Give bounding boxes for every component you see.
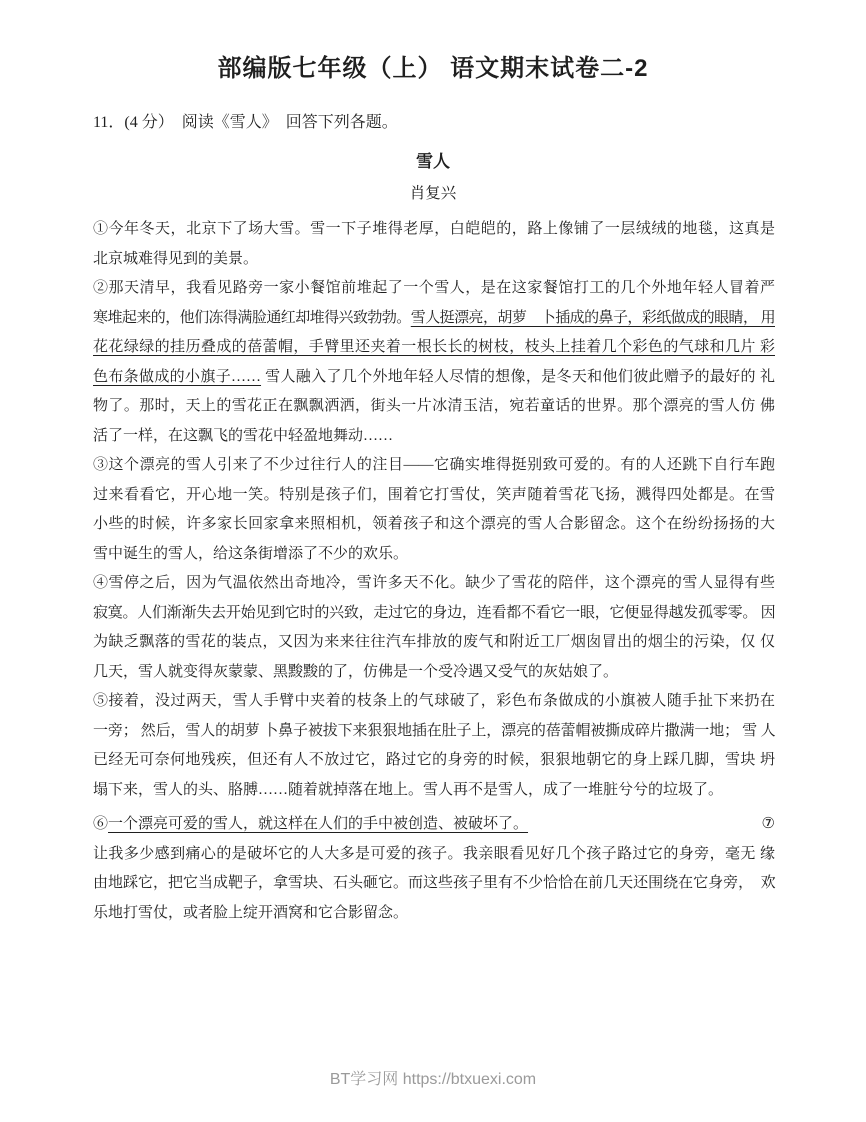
- paragraph: [93, 569, 775, 687]
- circled-seven-marker: ⑦: [761, 816, 775, 832]
- text-line: [93, 274, 775, 304]
- plain-text: 过来看看它，开心地一笑。特别是孩子们，围着它打雪仗，笑声随着雪花飞扬，溅得四处都是。在雪: [93, 486, 775, 503]
- plain-text: 乐地打雪仗，或者脸上绽开酒窝和它合影留念。: [93, 904, 409, 921]
- text-line: [93, 481, 775, 511]
- paragraph: [93, 451, 775, 569]
- text-line: [93, 540, 775, 570]
- paragraph: [93, 274, 775, 451]
- underlined-text: 雪人挺漂亮，胡萝 卜插成的鼻子，彩纸做成的眼睛， 用: [410, 309, 775, 326]
- text-line: [93, 869, 775, 899]
- text-line: [93, 510, 775, 540]
- paragraph: [93, 687, 775, 805]
- text-line: [93, 717, 775, 747]
- text-line: [93, 840, 775, 870]
- text-line: [93, 569, 775, 599]
- paragraph: [93, 215, 775, 274]
- text-line: [93, 687, 775, 717]
- underlined-text: 色布条做成的小旗子……: [93, 368, 262, 385]
- text-line: [93, 746, 775, 776]
- underlined-text: 花花绿绿的挂历叠成的蓓蕾帽，手臂里还夹着一根长长的树枝，枝头上挂着几个彩色的气球和几片 彩: [93, 339, 775, 355]
- plain-text: 一旁； 然后，雪人的胡萝 卜鼻子被拔下来狠狠地插在肚子上，漂亮的蓓蕾帽被撕成碎片撒满一地； 雪 人: [93, 722, 775, 739]
- plain-text: 让我多少感到痛心的是破坏它的人大多是可爱的孩子。我亲眼看见好几个孩子路过它的身旁，毫无 缘: [93, 845, 775, 862]
- text-line: [93, 215, 775, 245]
- paragraph: [93, 810, 775, 928]
- text-line: [93, 776, 775, 806]
- text-line: [93, 422, 775, 452]
- plain-text: ②那天清早，我看见路旁一家小餐馆前堆起了一个雪人，是在这家餐馆打工的几个外地年轻人冒着严: [93, 280, 775, 296]
- plain-text: ③这个漂亮的雪人引来了不少过往行人的注目——它确实堆得挺别致可爱的。有的人还跳下自行车跑: [93, 457, 775, 473]
- text-line: [93, 658, 775, 688]
- plain-text: 由地踩它，把它当成靶子，拿雪块、石头砸它。而这些孩子里有不少恰恰在前几天还围绕在它身旁， 欢: [93, 875, 775, 891]
- plain-text: ⑤接着，没过两天，雪人手臂中夹着的枝条上的气球破了，彩色布条做成的小旗被人随手扯下来扔在: [93, 693, 775, 709]
- text-line: [93, 363, 775, 393]
- article-title: 雪人: [416, 152, 450, 171]
- plain-text: ①今年冬天，北京下了场大雪。雪一下子堆得老厚，白皑皑的，路上像铺了一层绒绒的地毯，这真是: [93, 221, 775, 237]
- plain-text: 北京城难得见到的美景。: [93, 250, 259, 267]
- text-line: [93, 392, 775, 422]
- plain-text: 雪人融入了几个外地年轻人尽情的想像，是冬天和他们彼此赠予的最好的 礼: [261, 368, 775, 385]
- text-line: [93, 451, 775, 481]
- plain-text: 活了一样，在这飘飞的雪花中轻盈地舞动……: [93, 427, 394, 444]
- text-line: [93, 599, 775, 629]
- plain-text: 已经无可奈何地残疾，但还有人不放过它，路过它的身旁的时候，狠狠地朝它的身上踩几脚，雪块 坍: [93, 752, 775, 768]
- plain-text: ④雪停之后，因为气温依然出奇地冷，雪许多天不化。缺少了雪花的陪伴，这个漂亮的雪人显得有些: [93, 575, 775, 591]
- text-line: [93, 899, 775, 929]
- plain-text: 寒堆起来的，他们冻得满脸通红却堆得兴致勃勃。: [93, 309, 411, 326]
- plain-text: 小些的时候，许多家长回家拿来照相机，领着孩子和这个漂亮的雪人合影留念。这个在纷纷扬扬的大: [93, 516, 775, 532]
- article-body: [93, 215, 775, 928]
- plain-text: 雪中诞生的雪人，给这条街增添了不少的欢乐。: [93, 545, 409, 562]
- page-title: 部编版七年级（上） 语文期末试卷二-2: [217, 55, 649, 82]
- plain-text: 寂寞。人们渐渐失去开始见到它时的兴致，走过它的身边，连看都不看它一眼，它便显得越发孤零零。 因: [93, 604, 775, 621]
- plain-text: 塌下来，雪人的头、胳膊……随着就掉落在地上。雪人再不是雪人，成了一堆脏兮兮的垃圾了。: [93, 781, 724, 798]
- plain-text: ⑥: [93, 816, 109, 832]
- text-line: [93, 810, 775, 840]
- question-line: 11．(4 分） 阅读《雪人》 回答下列各题。: [93, 114, 398, 131]
- plain-text: 几天，雪人就变得灰蒙蒙、黑黢黢的了，仿佛是一个受冷遇又受气的灰姑娘了。: [93, 663, 619, 680]
- plain-text: 物了。那时，天上的雪花正在飘飘洒洒，街头一片冰清玉洁，宛若童话的世界。那个漂亮的雪人仿 佛: [93, 398, 775, 414]
- text-line: [93, 333, 775, 363]
- text-line: [93, 304, 775, 334]
- text-line: [93, 628, 775, 658]
- footer-watermark: BT学习网 https://btxuexi.com: [329, 1071, 537, 1088]
- article-author: 肖复兴: [409, 185, 457, 202]
- text-line: [93, 245, 775, 275]
- plain-text: 为缺乏飘落的雪花的装点，又因为来来往往汽车排放的废气和附近工厂烟囱冒出的烟尘的污染，仅 仅: [93, 634, 775, 650]
- underlined-text: 一个漂亮可爱的雪人，就这样在人们的手中被创造、被破坏了。: [108, 816, 529, 832]
